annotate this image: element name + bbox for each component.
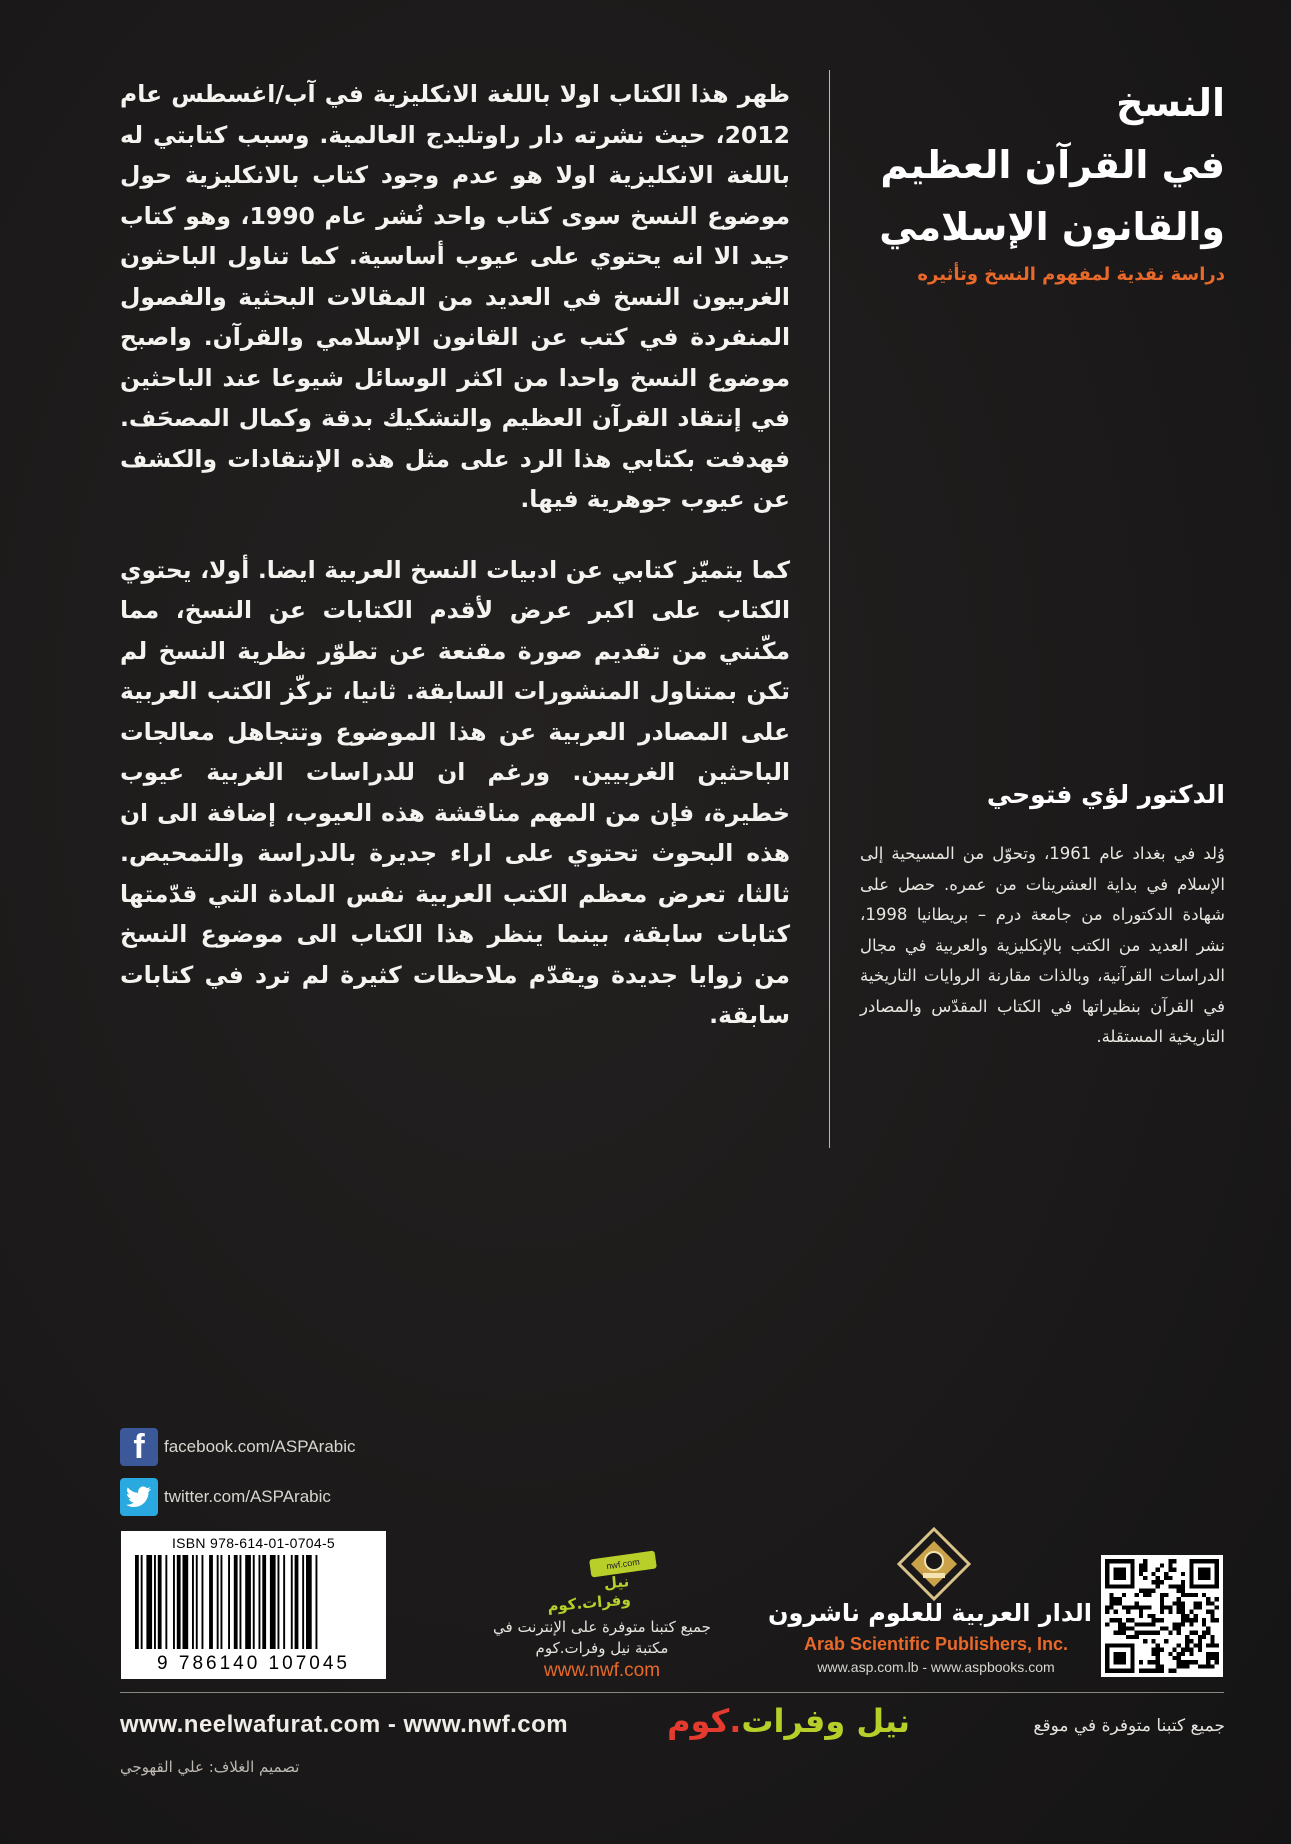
twitter-icon	[120, 1478, 158, 1516]
qr-code[interactable]	[1101, 1555, 1223, 1677]
footer-urls[interactable]: www.neelwafurat.com - www.nwf.com	[120, 1711, 569, 1738]
publisher-name-en: Arab Scientific Publishers, Inc.	[803, 1634, 1069, 1654]
facebook-icon: f	[120, 1428, 158, 1466]
footer-availability: جميع كتبنا متوفرة في موقع	[1033, 1716, 1225, 1736]
blurb-paragraph-1: ظهر هذا الكتاب اولا باللغة الانكليزية في آب/اغسطس عام 2012، حيث نشرته دار راوتليدج العالمية. وسبب كتابتي له باللغة الانكليزية اولا هو عدم وجود كتاب بالانكليزية حول موضوع النسخ سوى كتاب واحد نُشر عام 1990، وهو كتاب جيد الا انه يحتوي على عيوب أساسية. كما تناول الباحثون الغربيون النسخ في العديد من المقالات البحثية والفصول المنفردة في كتب عن القانون الإسلامي والقرآن. واصبح موضوع النسخ واحدا من اكثر الوسائل شيوعا عند الباحثين في إنتقاد القرآن العظيم والتشكيك بدقة وكمال المصحَف. فهدفت بكتابي هذا الرد على مثل هذه الإنتقادات والكشف عن عيوب جوهرية فيها.	[120, 80, 791, 513]
isbn-label: ISBN 978-614-01-0704-5	[171, 1535, 336, 1551]
publisher-name-ar: الدار العربية للعلوم ناشرون	[767, 1599, 1092, 1627]
facebook-link[interactable]	[120, 1428, 356, 1466]
cover-designer-credit: تصميم الغلاف: علي القهوجي	[120, 1758, 300, 1776]
facebook-url: facebook.com/ASPArabic	[164, 1437, 356, 1456]
barcode-bars	[135, 1555, 375, 1649]
footer-rule	[120, 1692, 1224, 1693]
author-name: الدكتور لؤي فتوحي	[986, 780, 1225, 809]
barcode-digits: 9 786140 107045	[157, 1653, 350, 1674]
title-block	[860, 72, 1225, 285]
promo-logo: نيل وفرات.كوم	[546, 1572, 632, 1616]
isbn-barcode	[121, 1531, 386, 1679]
book-title-line-1: النسخ	[1116, 81, 1225, 125]
promo-text: جميع كتبنا متوفرة على الإنترنت في مكتبة نيل وفرات.كوم	[493, 1618, 711, 1657]
blurb-paragraph-2: كما يتميّز كتابي عن ادبيات النسخ العربية ايضا. أولا، يحتوي الكتاب على اكبر عرض لأقدم الكتابات عن النسخ، مما مكّنني من تقديم صورة مقنعة عن تطوّر نظرية النسخ لم تكن بمتناول المنشورات السابقة. ثانيا، تركّز الكتب العربية على المصادر العربية عن هذا الموضوع وتتجاهل معالجات الباحثين الغربيين. ورغم ان للدراسات الغربية عيوب خطيرة، فإن من المهم مناقشة هذه العيوب، إضافة الى ان هذه البحوث تحتوي على اراء جديرة بالدراسة والتمحيص. ثالثا، تعرض معظم الكتب العربية نفس المادة التي قدّمتها كتابات سابقة، بينما ينظر هذا الكتاب الى موضوع النسخ من زوايا جديدة ويقدّم ملاحظات كثيرة لم ترد في كتابات سابقة.	[120, 555, 790, 1029]
blurb	[120, 74, 790, 1036]
footer-brand-name: نيل وفرات	[741, 1702, 910, 1740]
author-bio: وُلد في بغداد عام 1961، وتحوّل من المسيحية إلى الإسلام في بداية العشرينات من عمره. حصل على شهادة الدكتوراه من جامعة درم – بريطانيا 1998، نشر العديد من الكتب بالإنكليزية والعربية في مجال الدراسات القرآنية، وبالذات مقارنة الروايات التاريخية في القرآن بنظيراتها في الكتاب المقدّس والمصادر التاريخية المستقلة.	[860, 844, 1225, 1046]
publisher-website[interactable]: www.asp.com.lb - www.aspbooks.com	[817, 1659, 1055, 1675]
publisher-emblem-icon	[897, 1527, 971, 1601]
author-block	[860, 780, 1225, 1053]
footer-brand-suffix: .كوم	[667, 1702, 742, 1740]
footer-brand	[667, 1702, 910, 1740]
twitter-url: twitter.com/ASPArabic	[164, 1487, 331, 1506]
book-title-line-2: في القرآن العظيم	[880, 143, 1225, 187]
column-divider	[829, 70, 830, 1148]
book-subtitle: دراسة نقدية لمفهوم النسخ وتأثيره	[917, 264, 1225, 285]
twitter-link[interactable]	[120, 1478, 331, 1516]
promo-url[interactable]: www.nwf.com	[543, 1660, 661, 1681]
promo-tag: nwf.com	[589, 1550, 657, 1577]
book-title-line-3: والقانون الإسلامي	[879, 205, 1225, 249]
